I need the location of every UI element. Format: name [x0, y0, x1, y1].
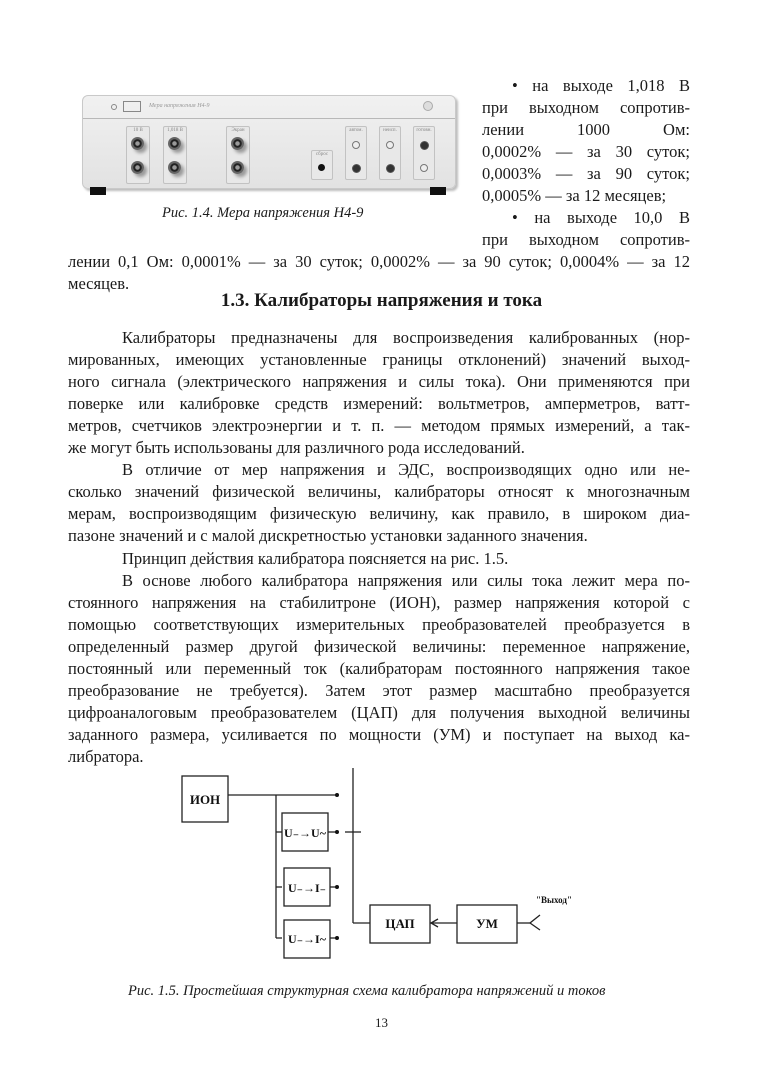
dac-label: ЦАП [385, 916, 415, 931]
side-text-line: 0,0003% — за 90 суток; [482, 164, 690, 183]
figure-1-5-diagram [0, 760, 763, 980]
power-indicator [111, 104, 117, 110]
panel-screen [226, 126, 250, 184]
conv1-label: U₋→U~ [284, 826, 326, 840]
body-line: месяцев. [68, 274, 130, 293]
jack-terminal [131, 137, 144, 150]
body-line: сколько значений физической величины, калибраторы относят к многозначным [68, 482, 690, 502]
panel-label: сброс [315, 152, 329, 157]
body-line: помощью соответствующих измерительных преобразователей преобразуется в [68, 614, 690, 634]
contact-dot [335, 830, 339, 834]
panel-1018v [163, 126, 187, 184]
panel-label: 1,018 В [167, 128, 183, 133]
body-line: лении 0,1 Ом: 0,0001% — за 30 суток; 0,0002% — за 90 суток; 0,0004% — за 12 [68, 252, 690, 271]
ion-label: ИОН [189, 792, 221, 807]
indicator-led [420, 141, 429, 150]
device-foot [430, 187, 446, 195]
side-text-line: • на выходе 10,0 В [512, 208, 690, 227]
side-text-line: 0,0005% — за 12 месяцев; [482, 186, 667, 205]
contact-dot [335, 936, 339, 940]
body-line: ного сигнала (электрического напряжения и силы тока). Они применяются при [68, 372, 690, 392]
panel-label: неисп. [383, 128, 397, 133]
indicator-led [352, 141, 360, 149]
indicator-led [386, 164, 395, 173]
body-line: заданного размера, усиливается по мощности (УМ) и поступает на выход ка- [68, 724, 690, 744]
body-line: мерам, воспроизводящим физическую величину, как правило, в широком диа- [68, 504, 690, 524]
indicator-led [420, 164, 428, 172]
panel-label: автом. [349, 128, 363, 133]
jack-terminal [131, 161, 144, 174]
body-line: стоянного напряжения на стабилитроне (ИОН), размер напряжения которой с [68, 592, 690, 612]
side-text-line: 0,0002% — за 30 суток; [482, 142, 690, 161]
panel-auto [345, 126, 367, 180]
body-line: определенный размер другой физической величины: переменное напряжение, [68, 636, 690, 656]
jack-terminal [231, 137, 244, 150]
indicator-led [352, 164, 361, 173]
contact-dot [335, 885, 339, 889]
body-line: цифроаналоговым преобразователем (ЦАП) для получения выходной величины [68, 702, 690, 722]
side-text-line: при выходном сопротив- [482, 230, 690, 249]
reset-button-dot [318, 164, 325, 171]
output-label: "Выход" [536, 895, 572, 905]
figure-1-5-caption: Рис. 1.5. Простейшая структурная схема калибратора напряжений и токов [128, 983, 606, 999]
body-line: преобразование не требуется). Затем этот размер масштабно преобразуется [68, 680, 690, 700]
contact-dot [335, 793, 339, 797]
side-text-line: при выходном сопротив- [482, 98, 690, 117]
device-foot [90, 187, 106, 195]
conv3-label: U₋→I~ [288, 932, 326, 946]
jack-terminal [168, 161, 181, 174]
body-line: же могут быть использованы для различного рода исследований. [68, 438, 525, 458]
panel-10v [126, 126, 150, 184]
side-text-line: • на выходе 1,018 В [512, 76, 690, 95]
conv2-label: U₋→I₋ [287, 881, 327, 895]
body-line: Калибраторы предназначены для воспроизведения калиброванных (нор- [122, 328, 690, 347]
body-line: метров, счетчиков электроэнергии и т. п. — методом прямых измерений, а так- [68, 416, 690, 436]
jack-terminal [231, 161, 244, 174]
device-top-strip [83, 96, 455, 119]
panel-reset [311, 150, 333, 180]
figure-1-4-caption: Рис. 1.4. Мера напряжения Н4-9 [162, 205, 364, 221]
panel-label: 10 В [133, 128, 143, 133]
body-line: либратора. [68, 746, 144, 766]
body-line: постоянный или переменный ток (калибраторам постоянного напряжения такое [68, 658, 690, 678]
brand-logo [123, 101, 141, 112]
body-line: В основе любого калибратора напряжения или силы тока лежит мера по- [122, 570, 690, 590]
indicator-led [386, 141, 394, 149]
body-line: мированных, имеющих установленные границы отклонений) значений выход- [68, 350, 690, 370]
device-name-label: Мера напряжения Н4-9 [149, 103, 210, 109]
side-text-line: лении 1000 Ом: [482, 120, 690, 139]
device-h4-9-image [82, 95, 456, 189]
body-line: пазоне значений и с малой дискретностью установки заданного значения. [68, 526, 588, 546]
panel-ready [413, 126, 435, 180]
power-knob [423, 101, 433, 111]
body-line: Принцип действия калибратора поясняется на рис. 1.5. [122, 548, 509, 568]
output-terminal-icon [530, 915, 540, 930]
jack-terminal [168, 137, 181, 150]
body-line: В отличие от мер напряжения и ЭДС, воспроизводящих одно или не- [122, 460, 690, 480]
page-number: 13 [375, 1015, 388, 1030]
panel-label: Экран [231, 128, 245, 133]
body-line: поверке или калибровке средств измерений: вольтметров, амперметров, ватт- [68, 394, 690, 414]
panel-fault [379, 126, 401, 180]
section-heading: 1.3. Калибраторы напряжения и тока [220, 290, 543, 311]
amp-label: УМ [476, 916, 498, 931]
panel-label: готовн. [416, 128, 432, 133]
